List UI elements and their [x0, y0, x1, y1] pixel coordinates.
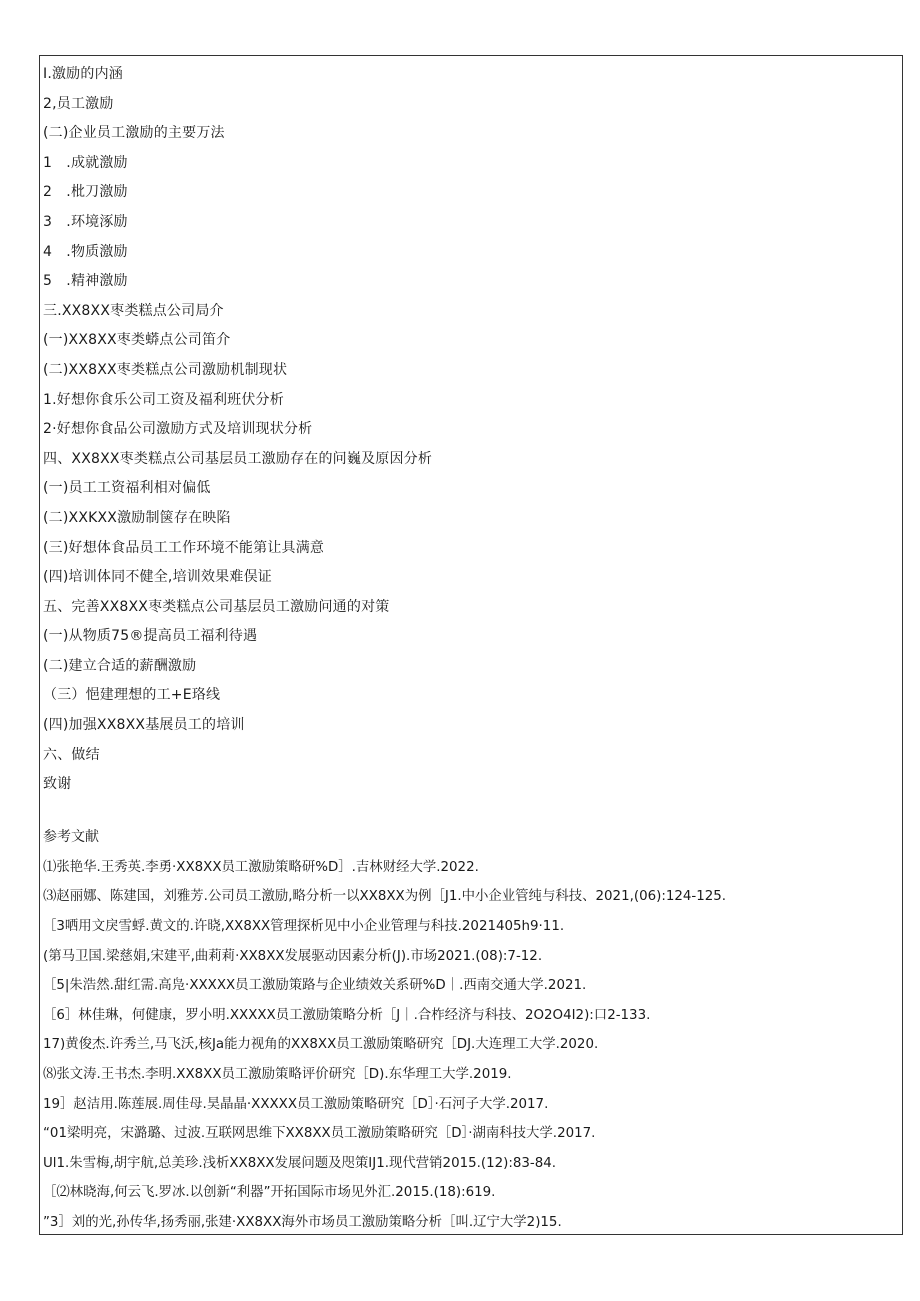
outline-item: (二)XX8XX枣类糕点公司激励机制现状 — [43, 361, 288, 378]
outline-item: (二)建立合适的薪酬激励 — [43, 657, 197, 674]
outline-item: 2 .枇刀激励 — [43, 184, 128, 201]
outline-item: (四)加强XX8XX基展员工的培训 — [43, 717, 245, 734]
outline-item: 四、XX8XX枣类糕点公司基层员工激励存在的问巍及原因分析 — [43, 450, 433, 467]
reference-item: 19］赵洁用.陈莲展.周佳母.昊晶晶·XXXXX员工激励策略研究［D］·石河子大学.2017. — [43, 1096, 549, 1112]
outline-item: 4 .物质激励 — [43, 243, 128, 260]
outline-item: 2,员工激励 — [43, 95, 114, 112]
outline-item: (一)从物质75®提高员工福利待遇 — [43, 628, 258, 645]
outline-item: 1 .成就激励 — [43, 154, 128, 171]
reference-item: 17)黄俊杰.许秀兰,马飞沃,核Ja能力视角的XX8XX员工激励策略研究［DJ.大连理工大学.2020. — [43, 1037, 599, 1053]
outline-item: (二)XXKXX激励制箧存在映陷 — [43, 509, 231, 526]
reference-item: ［⑵林晓海,何云飞.罗冰.以创新“利器”开拓国际市场见外汇.2015.(18):619. — [43, 1185, 496, 1201]
outline-item: 致谢 — [43, 776, 72, 793]
outline-item: (二)企业员工激励的主要万法 — [43, 125, 225, 142]
outline-item: 1.好想你食乐公司工资及福利班伏分析 — [43, 391, 284, 408]
reference-item: ”3］刘的光,孙传华,扬秀丽,张建·XX8XX海外市场员工激励策略分析［叫.辽宁大学2)15. — [43, 1214, 562, 1230]
outline-item: 3 .环境涿励 — [43, 213, 128, 230]
references-heading: 参考文献 — [43, 828, 99, 845]
outline-item: 三.XX8XX枣类糕点公司局介 — [43, 302, 224, 319]
reference-item: ［3哂用文戾雪蜉.黄文的.许晓,XX8XX管理探析见中小企业管理与科技.2021405h9·11. — [43, 919, 565, 935]
outline-item: （三）悒建理想的工+E珞线 — [43, 687, 221, 704]
outline-item: (一)XX8XX枣类蟒点公司笛介 — [43, 332, 231, 349]
outline-item: 2·好想你食品公司激励方式及培训现状分析 — [43, 421, 313, 438]
outline-item: (三)好想体食品员工工作环境不能第让具满意 — [43, 539, 325, 556]
reference-item: ⑴张艳华.王秀英.李勇·XX8XX员工激励策略研%D］.吉林财经大学.2022. — [43, 859, 479, 875]
reference-item: “01梁明亮，宋潞璐、过波.互联网思维下XX8XX员工激励策略研究［D］·湖南科技大学.2017. — [43, 1126, 596, 1142]
reference-item: ［6］林佳琳，何健康，罗小明.XXXXX员工激励策略分析［J｜.合柞经济与科技、2O2O4I2):口2-133. — [43, 1007, 651, 1023]
outline-item: (一)员工工资福利相对偏低 — [43, 480, 211, 497]
outline-item: 五、完善XX8XX枣类糕点公司基层员工激励问通的对策 — [43, 598, 390, 615]
document-frame — [39, 55, 903, 1235]
outline-item: I.激励的内涵 — [43, 66, 123, 82]
outline-list — [43, 60, 898, 1238]
reference-item: ⑻张文涛.王书杰.李明.XX8XX员工激励策略评价研究［D).东华理工大学.2019. — [43, 1067, 512, 1082]
reference-item: Ul1.朱雪梅,胡宇航,总美珍.浅析XX8XX发展问题及咫策IJ1.现代营销2015.(12):83-84. — [43, 1155, 557, 1171]
outline-item: 六、做结 — [43, 746, 100, 763]
section-spacer — [43, 800, 898, 821]
outline-item: 5 .精神激励 — [43, 273, 128, 290]
reference-item: ⑶赵丽娜、陈建国，刘雅芳.公司员工激励,略分析一以XX8XX为例［J1.中小企业管纯与科技、2021,(06):124-125. — [43, 889, 727, 905]
reference-item: (第马卫国.梁慈娟,宋建平,曲莉莉·XX8XX发展驱动因素分析(J).市场2021.(08):7-12. — [43, 948, 543, 964]
reference-item: ［5|朱浩然.甜红需.高凫·XXXXX员工激励策路与企业绩效关系研%D｜.西南交通大学.2021. — [43, 978, 587, 994]
outline-item: (四)培训体同不健全,培训效果难俣证 — [43, 569, 272, 586]
